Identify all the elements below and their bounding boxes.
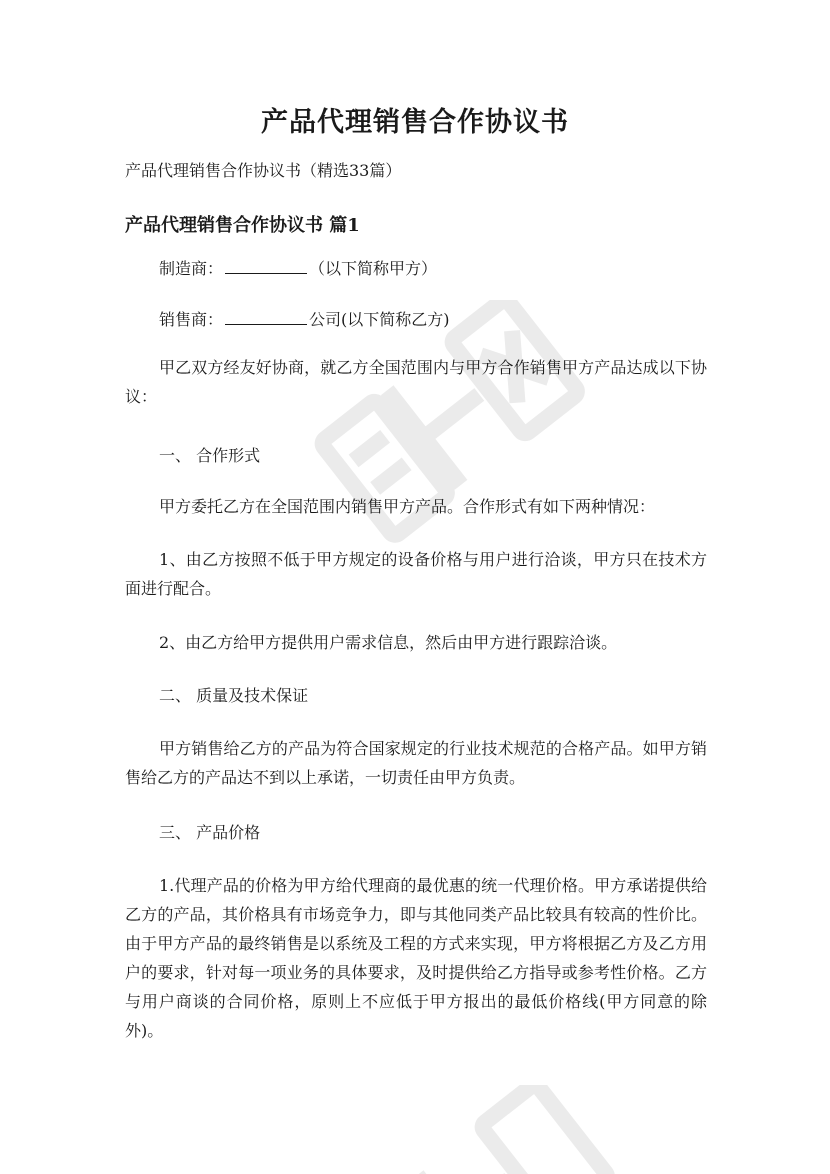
seller-blank [225,310,307,325]
manufacturer-blank [225,259,307,274]
seller-label: 销售商： [159,310,224,329]
document-title: 产品代理销售合作协议书 [261,107,569,138]
intro-paragraph: 甲乙双方经友好协商，就乙方全国范围内与甲方合作销售甲方产品达成以下协议： [125,358,707,406]
seller-suffix: 公司(以下简称乙方) [309,310,450,329]
manufacturer-suffix: （以下简称甲方） [309,259,438,278]
section-3-heading: 三、 产品价格 [159,823,261,842]
seller-line [159,307,450,330]
section-1-heading: 一、 合作形式 [159,446,261,465]
section-2-text: 甲方销售给乙方的产品为符合国家规定的行业技术规范的合格产品。如甲方销售给乙方的产品达不到以上承诺，一切责任由甲方负责。 [125,739,707,787]
document-subtitle: 产品代理销售合作协议书（精选33篇） [125,161,402,180]
section-1-item-1: 1、由乙方按照不低于甲方规定的设备价格与用户进行洽谈，甲方只在技术方面进行配合。 [125,550,707,598]
section-2-heading: 二、 质量及技术保证 [159,686,309,705]
manufacturer-label: 制造商： [159,259,224,278]
section-1-text: 甲方委托乙方在全国范围内销售甲方产品。合作形式有如下两种情况： [159,497,656,516]
manufacturer-line [159,256,437,279]
section-heading: 产品代理销售合作协议书 篇1 [125,215,360,236]
section-1-item-2: 2、由乙方给甲方提供用户需求信息，然后由甲方进行跟踪洽谈。 [159,633,618,652]
section-3-item-1: 1.代理产品的价格为甲方给代理商的最优惠的统一代理价格。甲方承诺提供给乙方的产品，其价格具有市场竞争力，即与其他同类产品比较具有较高的性价比。由于甲方产品的最终销售是以系统及工程的方式来实现，甲方将根据乙方及乙方用户的要求，针对每一项业务的具体要求，及时提供给乙方指导或参考性价格。乙方与用户商谈的合同价格，原则上不应低于甲方报出的最低价格线(甲方同意的除外)。 [125,876,707,1040]
